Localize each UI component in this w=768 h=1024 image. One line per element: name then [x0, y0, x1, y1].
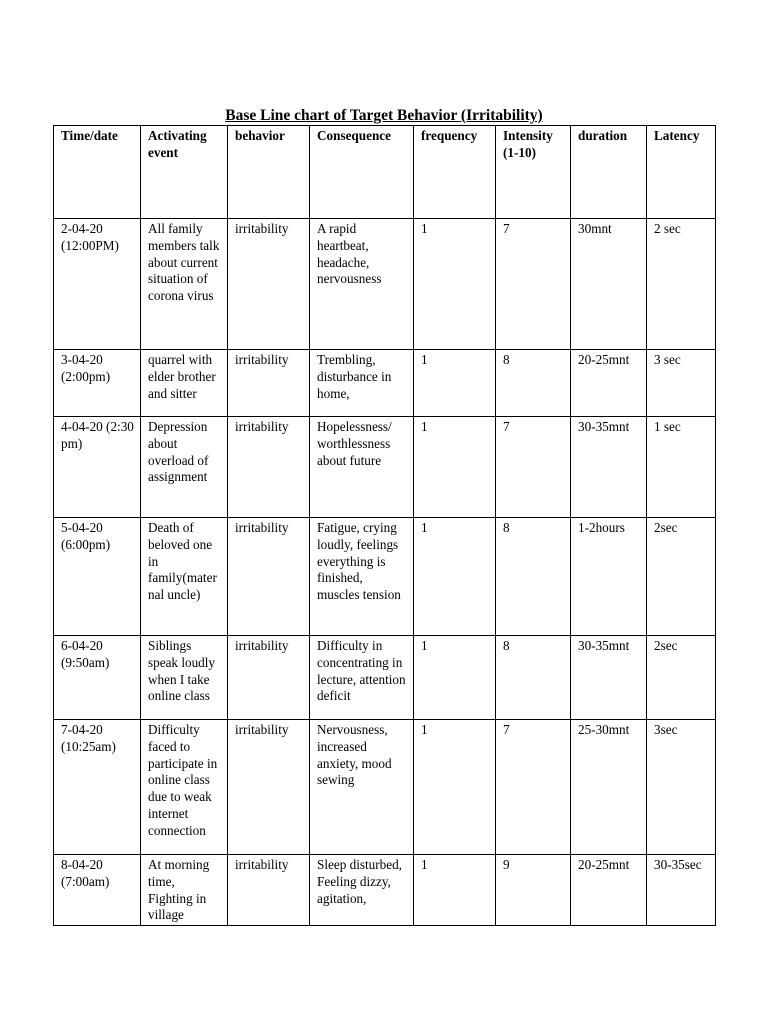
cell-frequency: 1: [414, 417, 496, 518]
cell-behavior: irritability: [228, 855, 310, 926]
header-latency: Latency: [647, 126, 716, 219]
table-row: [54, 636, 716, 720]
table-row: [54, 219, 716, 350]
header-duration: duration: [571, 126, 647, 219]
cell-duration: 20-25mnt: [571, 855, 647, 926]
cell-behavior: irritability: [228, 636, 310, 720]
cell-activating-event: At morning time, Fighting in village: [141, 855, 228, 926]
cell-consequence: Nervousness, increased anxiety, mood sewing: [310, 720, 414, 855]
cell-intensity: 8: [496, 636, 571, 720]
cell-activating-event: Depression about overload of assignment: [141, 417, 228, 518]
header-behavior: behavior: [228, 126, 310, 219]
cell-frequency: 1: [414, 518, 496, 636]
cell-frequency: 1: [414, 350, 496, 417]
table-row: [54, 855, 716, 926]
cell-consequence: Trembling, disturbance in home,: [310, 350, 414, 417]
header-intensity: Intensity (1-10): [496, 126, 571, 219]
header-consequence: Consequence: [310, 126, 414, 219]
cell-latency: 2 sec: [647, 219, 716, 350]
cell-time-date: 6-04-20 (9:50am): [54, 636, 141, 720]
table-row: [54, 518, 716, 636]
cell-intensity: 8: [496, 518, 571, 636]
cell-time-date: 4-04-20 (2:30 pm): [54, 417, 141, 518]
cell-time-date: 5-04-20 (6:00pm): [54, 518, 141, 636]
cell-consequence: Sleep disturbed, Feeling dizzy, agitation,: [310, 855, 414, 926]
cell-duration: 30-35mnt: [571, 417, 647, 518]
cell-frequency: 1: [414, 636, 496, 720]
cell-consequence: Hopelessness/ worthlessness about future: [310, 417, 414, 518]
cell-activating-event: quarrel with elder brother and sitter: [141, 350, 228, 417]
cell-consequence: Difficulty in concentrating in lecture, attention deficit: [310, 636, 414, 720]
cell-consequence: Fatigue, crying loudly, feelings everything is finished, muscles tension: [310, 518, 414, 636]
cell-frequency: 1: [414, 855, 496, 926]
cell-intensity: 7: [496, 720, 571, 855]
cell-time-date: 2-04-20 (12:00PM): [54, 219, 141, 350]
cell-behavior: irritability: [228, 417, 310, 518]
cell-latency: 3 sec: [647, 350, 716, 417]
cell-duration: 30-35mnt: [571, 636, 647, 720]
header-activating-event: Activating event: [141, 126, 228, 219]
cell-intensity: 7: [496, 417, 571, 518]
header-frequency: frequency: [414, 126, 496, 219]
cell-latency: 2sec: [647, 518, 716, 636]
cell-consequence: A rapid heartbeat, headache, nervousness: [310, 219, 414, 350]
table-row: [54, 350, 716, 417]
cell-intensity: 9: [496, 855, 571, 926]
cell-behavior: irritability: [228, 720, 310, 855]
cell-frequency: 1: [414, 720, 496, 855]
cell-activating-event: Siblings speak loudly when I take online class: [141, 636, 228, 720]
cell-latency: 2sec: [647, 636, 716, 720]
cell-intensity: 8: [496, 350, 571, 417]
cell-duration: 25-30mnt: [571, 720, 647, 855]
cell-time-date: 3-04-20 (2:00pm): [54, 350, 141, 417]
cell-latency: 1 sec: [647, 417, 716, 518]
table-row: [54, 720, 716, 855]
cell-frequency: 1: [414, 219, 496, 350]
cell-duration: 1-2hours: [571, 518, 647, 636]
baseline-chart-table: [53, 125, 716, 926]
cell-latency: 3sec: [647, 720, 716, 855]
cell-duration: 30mnt: [571, 219, 647, 350]
cell-latency: 30-35sec: [647, 855, 716, 926]
cell-activating-event: All family members talk about current situation of corona virus: [141, 219, 228, 350]
cell-behavior: irritability: [228, 350, 310, 417]
cell-behavior: irritability: [228, 219, 310, 350]
table-header-row: [54, 126, 716, 219]
cell-time-date: 7-04-20 (10:25am): [54, 720, 141, 855]
cell-behavior: irritability: [228, 518, 310, 636]
table-row: [54, 417, 716, 518]
cell-time-date: 8-04-20 (7:00am): [54, 855, 141, 926]
cell-duration: 20-25mnt: [571, 350, 647, 417]
cell-activating-event: Death of beloved one in family(maternal uncle): [141, 518, 228, 636]
document-title: Base Line chart of Target Behavior (Irritability): [225, 107, 543, 124]
cell-intensity: 7: [496, 219, 571, 350]
cell-activating-event: Difficulty faced to participate in online class due to weak internet connection: [141, 720, 228, 855]
header-time-date: Time/date: [54, 126, 141, 219]
